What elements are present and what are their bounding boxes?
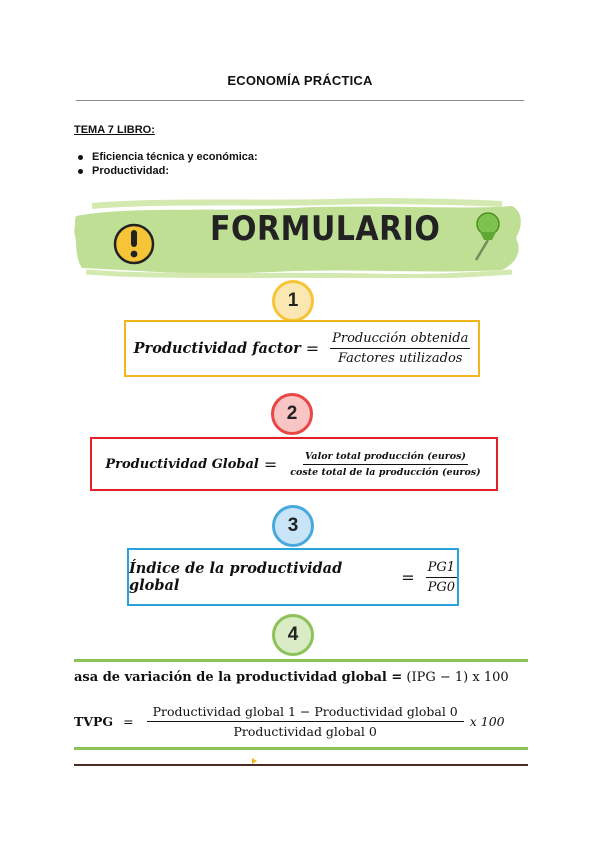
tvpg-label: TVPG — [74, 714, 114, 729]
tasa-formula — [74, 670, 534, 685]
fraction — [426, 560, 457, 595]
number-badge-3: 3 — [272, 505, 314, 547]
numerator: Producción obtenida — [330, 331, 470, 349]
section-heading: TEMA 7 LIBRO: — [74, 124, 155, 136]
tvpg-formula — [74, 704, 505, 739]
green-divider — [74, 747, 528, 750]
fraction — [288, 451, 482, 478]
equals-sign: = — [123, 714, 134, 729]
equals-sign: = — [305, 339, 320, 358]
equals-sign: = — [401, 567, 415, 587]
numerator: Productividad global 1 − Productividad global 0 — [147, 704, 464, 722]
numerator: Valor total producción (euros) — [303, 451, 468, 465]
formula-lhs: Productividad Global — [105, 456, 259, 472]
list-item: Productividad: — [74, 164, 258, 178]
equals-sign: = — [263, 454, 278, 474]
formula-box-1 — [124, 320, 480, 377]
banner-title: FORMULARIO — [210, 209, 441, 250]
denominator: Factores utilizados — [338, 351, 463, 366]
bullet-list — [74, 150, 258, 178]
fraction — [147, 704, 464, 739]
page-title: ECONOMÍA PRÁCTICA — [227, 73, 373, 88]
formula-box-3 — [127, 548, 459, 606]
green-divider — [74, 659, 528, 662]
fraction — [330, 331, 470, 366]
tvpg-suffix: x 100 — [469, 714, 505, 729]
number-badge-4: 4 — [272, 614, 314, 656]
list-item: Eficiencia técnica y económica: — [74, 150, 258, 164]
denominator: coste total de la producción (euros) — [290, 466, 481, 478]
tasa-label: asa de variación de la productividad global = — [74, 670, 403, 685]
header-divider — [76, 100, 524, 101]
denominator: PG0 — [427, 579, 455, 595]
formula-lhs: Productividad factor — [133, 340, 301, 357]
tasa-expression: (IPG − 1) x 100 — [406, 670, 509, 685]
dark-divider — [74, 764, 528, 766]
number-badge-1: 1 — [272, 280, 314, 322]
number-badge-2: 2 — [271, 393, 313, 435]
denominator: Productividad global 0 — [233, 724, 377, 739]
numerator: PG1 — [426, 560, 457, 578]
warning-icon — [115, 225, 153, 263]
formula-box-2 — [90, 437, 498, 491]
formula-lhs: Índice de la productividad global — [129, 560, 343, 594]
